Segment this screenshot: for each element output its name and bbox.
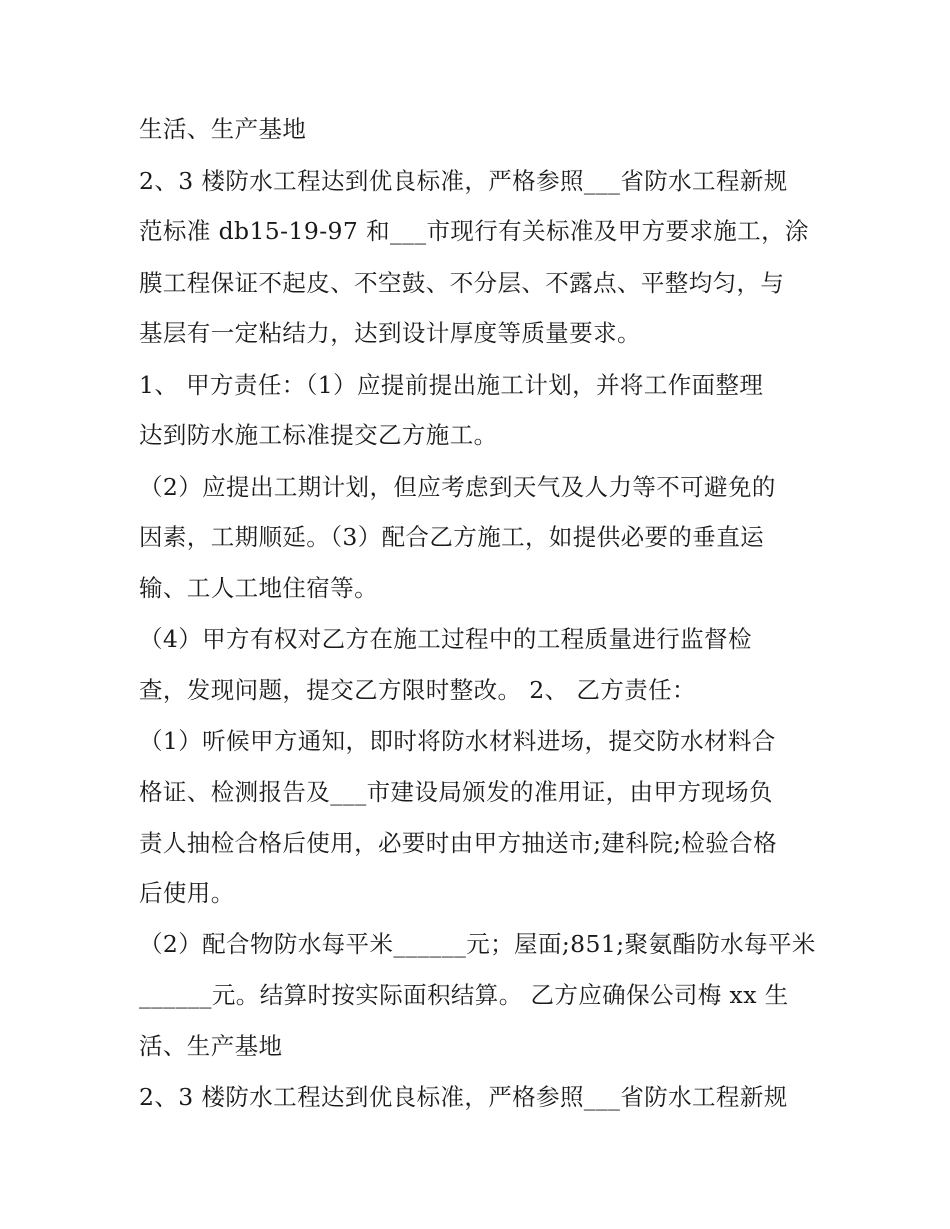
text-line: 生活、生产基地 (139, 115, 307, 143)
text-line: 1、 甲方责任：（1）应提前提出施工计划，并将工作面整理 (139, 371, 764, 399)
text-line: 2、3 楼防水工程达到优良标准，严格参照___省防水工程新规 (139, 167, 788, 195)
text-line: （2）配合物防水每平米______元；屋面;851;聚氨酯防水每平米 (139, 930, 816, 958)
text-line: 基层有一定粘结力，达到设计厚度等质量要求。 (139, 319, 641, 347)
text-line: （2）应提出工期计划，但应考虑到天气及人力等不可避免的 (139, 473, 776, 501)
text-line: 2、3 楼防水工程达到优良标准，严格参照___省防水工程新规 (139, 1083, 788, 1111)
text-line: 活、生产基地 (139, 1032, 283, 1060)
text-line: （1）听候甲方通知，即时将防水材料进场，提交防水材料合 (139, 727, 776, 755)
text-line: 膜工程保证不起皮、不空鼓、不分层、不露点、平整均匀，与 (139, 269, 785, 297)
text-line: 后使用。 (139, 879, 235, 907)
text-line: 因素，工期顺延。（3）配合乙方施工，如提供必要的垂直运 (139, 523, 765, 551)
text-line: 达到防水施工标准提交乙方施工。 (139, 421, 498, 449)
text-line: 责人抽检合格后使用，必要时由甲方抽送市;建科院;检验合格 (139, 829, 778, 857)
text-line: ______元。结算时按实际面积结算。 乙方应确保公司梅 xx 生 (139, 981, 789, 1009)
text-line: 格证、检测报告及___市建设局颁发的准用证，由甲方现场负 (139, 778, 773, 806)
text-line: 范标准 db15-19-97 和___市现行有关标准及甲方要求施工，涂 (139, 217, 809, 245)
text-line: 输、工人工地住宿等。 (139, 574, 378, 602)
text-line: 查，发现问题，提交乙方限时整改。 2、 乙方责任： (139, 676, 696, 704)
text-line: （4）甲方有权对乙方在施工过程中的工程质量进行监督检 (139, 625, 752, 653)
